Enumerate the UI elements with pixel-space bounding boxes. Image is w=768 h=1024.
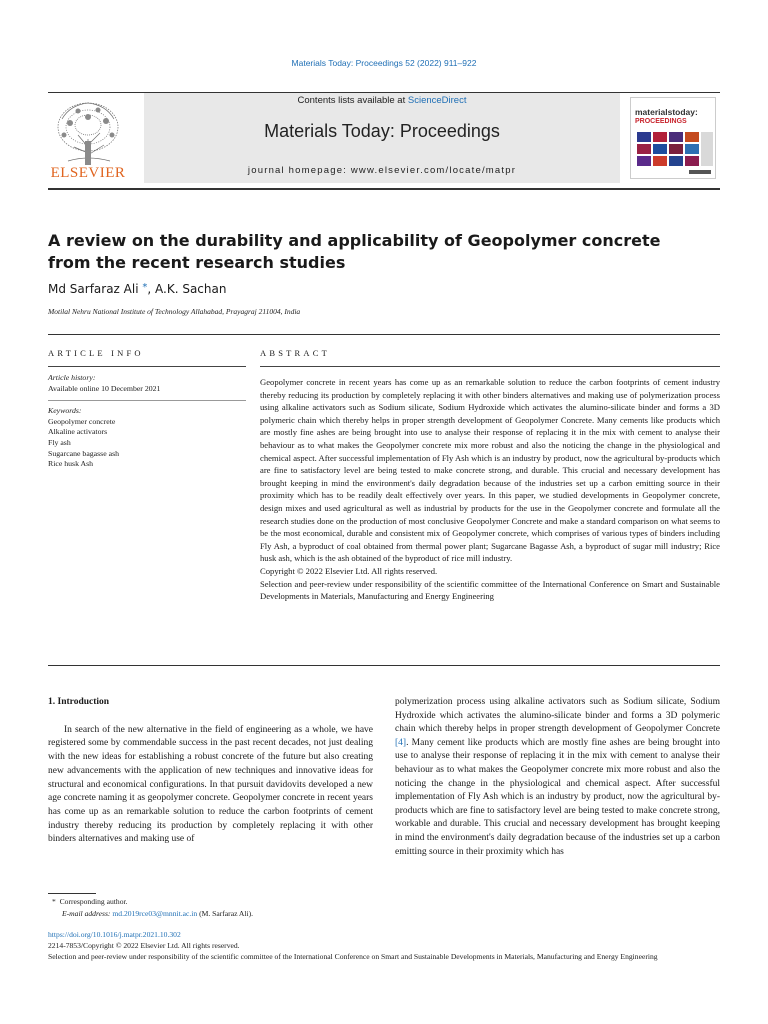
info-separator: [48, 400, 246, 401]
section-heading: 1. Introduction: [48, 697, 110, 707]
journal-title: Materials Today: Proceedings: [264, 121, 500, 141]
journal-masthead: [48, 93, 720, 185]
doi-link[interactable]: https://doi.org/10.1016/j.matpr.2021.10.302: [48, 930, 181, 939]
keyword: Fly ash: [48, 437, 71, 447]
cover-image-grid: [631, 98, 716, 179]
cover-title-main: materialstoday:: [635, 107, 698, 117]
contents-line: [144, 95, 620, 106]
contents-prefix: Contents lists available at: [297, 95, 406, 106]
journal-cover-thumbnail[interactable]: [630, 97, 716, 179]
info-rule: [48, 366, 246, 367]
body-column-left: [48, 696, 373, 847]
article-info: [48, 373, 246, 470]
abstract-heading: ABSTRACT: [260, 348, 330, 358]
section-divider: [48, 334, 720, 335]
body-column-right: [395, 696, 720, 859]
page-footer: [48, 930, 720, 962]
email-owner: (M. Sarfaraz Ali).: [199, 908, 254, 918]
body-paragraph: In search of the new alternative in the field of engineering as a whole, we have registered some by commendable success in the past recent decades, not just dealing with the new ideas for establishing a robust concrete of the future but also creating new advancements with the application of new techniques and innovative ideas for structural and economical configurations. In that pursuit davidovits developed a new age concrete naming it as geopolymer concrete. Geopolymer concrete in recent years has come up as an remarkable solution to reduce the carbon footprints of cement industry thereby reducing its production by completely replacing it with other binders alternatives and making use of: [48, 724, 373, 845]
footnote-mark: *: [52, 897, 56, 906]
email-footnote: [52, 908, 372, 920]
abstract-peer-review: Selection and peer-review under responsibility of the scientific committee of the International Conference on Smart and Sustainable Developments in Materials, Manufacturing and Energy Engineering: [260, 578, 720, 602]
issn-copyright: 2214-7853/Copyright © 2022 Elsevier Ltd. All rights reserved.: [48, 940, 240, 950]
keyword: Alkaline activators: [48, 427, 108, 437]
article-info-heading: ARTICLE INFO: [48, 348, 144, 358]
journal-homepage[interactable]: journal homepage: www.elsevier.com/locate/matpr: [247, 165, 517, 176]
reference-link[interactable]: [4]: [395, 737, 407, 748]
author-separator: ,: [147, 282, 156, 296]
email-label: E-mail address:: [62, 908, 111, 918]
keyword: Sugarcane bagasse ash: [48, 448, 120, 458]
author-list: [48, 282, 226, 296]
corresponding-author-mark[interactable]: *: [142, 282, 148, 293]
header-rule-bottom: [48, 188, 720, 190]
footer-peer-review: Selection and peer-review under responsibility of the scientific committee of the International Conference on Smart and Sustainable Developments in Materials, Manufacturing and Energy Engineering: [48, 951, 658, 961]
body-paragraph: [395, 696, 720, 859]
sciencedirect-link[interactable]: ScienceDirect: [407, 95, 467, 106]
email-link[interactable]: md.2019rce03@mnnit.ac.in: [112, 908, 198, 918]
author-name: A.K. Sachan: [155, 282, 227, 296]
keywords-label: Keywords:: [48, 406, 82, 416]
footnotes: [52, 896, 372, 919]
history-label: Article history:: [48, 373, 96, 382]
cover-title-sub: PROCEEDINGS: [635, 117, 687, 125]
footnote-rule: [48, 893, 96, 894]
body-divider: [48, 665, 720, 666]
corresponding-text: Corresponding author.: [59, 897, 128, 906]
body-text: . Many cement like products which are mostly fine ashes are being brought into use to analyse their response of replacing it in the mix with cement to analyse their behaviour as to what makes the Geopolymer concrete mix more robust and also the noticing the change in the physiological and chemical aspect. After successful implementation of Fly Ash which is an industry by product, now the agricultural by-products which are fine to satisfactory level are being tested to make concrete strong, workable and durable. This crucial and necessary development has brought keeping in mind the environment's daily degradation because of the industries set up a carbon emitting source in their proximity which has: [395, 737, 720, 857]
abstract-paragraph: Geopolymer concrete in recent years has come up as an remarkable solution to reduce the carbon footprints of cement industry thereby reducing its production by completely replacing it with other binders alternatives and making use of polymerization process using alkaline activators such as Sodium silicate, Sodium Hydroxide which activates the alumino-silicate binder and forms a 3D polymeric chain which thereby helps in proper strength development of Geopolymer Concrete. Many cements like products which are mostly fine ashes are being brought into use to analyse their response of replacing it in the mix with cement to analyse their behaviour as to what makes the Geopolymer concrete mix more robust and also the noticing the change in the physiological and chemical aspect. After successful implementation of Fly Ash which is an industry by product, now the agricultural by-products which are fine to satisfactory level are being tested to make concrete strong, and durable. This crucial and necessary development has brought keeping in mind the environment's daily degradation because of the industries set up a carbon emitting source in their proximity which has to be readily dealt effectively over years. In this paper, we studied developments in Geopolymer concrete, design mixes and used agricultural as well as industrial by products for the use in the Geopolymer concrete and formulate all the research studies done on the production of most conclusive Geopolymer Concrete and make a standard comparison on what seems to be the most economical, durable and consistent mix of Geopolymer concrete, which comprises of various types of binders including Fly Ash, a byproduct of coal obtained from thermal power plant; Sugarcane Bagasse Ash, a byproduct of sugar mill industry; Rice husk ash, which is the ash obtained of the byproduct of rice mill industry.: [260, 377, 720, 564]
corresponding-footnote: [52, 896, 372, 908]
body-text: polymerization process using alkaline activators such as Sodium silicate, Sodium Hydroxide which activates the alumino-silicate binder and forms a 3D polymeric chain which thereby helps in proper strength development of Geopolymer Concrete: [395, 697, 720, 735]
journal-citation[interactable]: Materials Today: Proceedings 52 (2022) 911–922: [291, 58, 477, 68]
abstract-rule: [260, 366, 720, 367]
history-value: Available online 10 December 2021: [48, 383, 161, 393]
abstract-body: [260, 376, 720, 603]
affiliation: Motilal Nehru National Institute of Technology Allahabad, Prayagraj 211004, India: [48, 307, 301, 316]
author-name: Md Sarfaraz Ali: [48, 282, 139, 296]
article-title: A review on the durability and applicability of Geopolymer concrete from the recent research studies: [48, 231, 661, 272]
abstract-copyright: Copyright © 2022 Elsevier Ltd. All rights reserved.: [260, 565, 438, 576]
elsevier-wordmark: ELSEVIER: [50, 165, 126, 181]
keyword: Rice husk Ash: [48, 459, 94, 469]
keyword: Geopolymer concrete: [48, 416, 116, 426]
